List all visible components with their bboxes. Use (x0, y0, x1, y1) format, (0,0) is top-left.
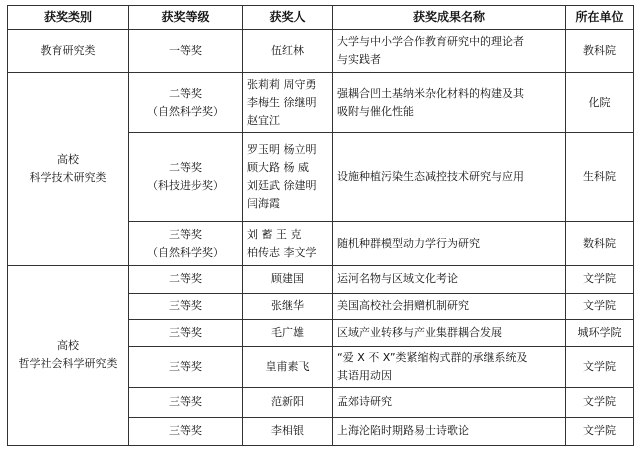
winner-name: 范新阳 (271, 395, 304, 409)
unit-cell (566, 346, 634, 387)
level-sublabel: （自然科学奖） (147, 245, 224, 259)
winner-names: 张莉莉 周守勇 (247, 77, 317, 91)
table-row (8, 265, 634, 293)
level-cell (129, 319, 243, 346)
winners-cell (243, 222, 333, 265)
achievement-cell (333, 73, 566, 133)
level-cell (129, 29, 243, 72)
level-cell (129, 265, 243, 293)
unit-cell (566, 319, 634, 346)
category-label: 科学技术研究类 (29, 171, 107, 185)
achievement-title-line: 强耦合凹土基纳米杂化材料的构建及其 (337, 86, 524, 100)
winner-names: 李梅生 徐继明 (247, 95, 317, 109)
level-cell (129, 222, 243, 265)
winner-name: 皇甫素飞 (265, 359, 310, 373)
winner-names: 顾大路 杨 威 (247, 161, 309, 175)
winner-names: 罗玉明 杨立明 (247, 143, 317, 157)
achievement-cell (333, 346, 566, 387)
winner-name: 李相银 (271, 424, 304, 438)
unit-label: 文学院 (583, 299, 616, 313)
winners-cell (243, 387, 333, 417)
achievement-title-line: 其语用动因 (337, 368, 392, 382)
unit-label: 文学院 (583, 395, 616, 409)
level-label: 一等奖 (169, 44, 202, 58)
achievement-cell (333, 417, 566, 445)
winner-names: 刘 蓄 王 克 (247, 227, 302, 241)
unit-cell (566, 29, 634, 72)
winner-names: 刘廷武 徐建明 (247, 179, 317, 193)
winners-cell (243, 319, 333, 346)
level-label: 三等奖 (169, 299, 202, 313)
level-cell (129, 293, 243, 319)
header-level: 获奖等级 (129, 6, 243, 30)
achievement-title-line: 大学与中小学合作教育研究中的理论者 (337, 35, 524, 49)
category-cell (8, 29, 129, 72)
winners-cell (243, 265, 333, 293)
awards-table (7, 5, 634, 446)
achievement-cell (333, 29, 566, 72)
header-winners: 获奖人 (243, 6, 333, 30)
unit-cell (566, 222, 634, 265)
table-header-row (8, 6, 634, 30)
category-label: 高校 (57, 153, 79, 167)
winners-cell (243, 73, 333, 133)
category-label: 教育研究类 (40, 44, 96, 58)
unit-cell (566, 417, 634, 445)
table-row (8, 29, 634, 72)
achievement-title-line: 区域产业转移与产业集群耦合发展 (337, 325, 502, 339)
unit-cell (566, 387, 634, 417)
achievement-title-line: 孟郊诗研究 (337, 395, 392, 409)
winners-cell (243, 293, 333, 319)
winners-cell (243, 417, 333, 445)
achievement-title-line: 运河名物与区域文化考论 (337, 272, 458, 286)
level-label: 二等奖 (169, 272, 202, 286)
category-label: 高校 (57, 339, 79, 353)
level-label: 三等奖 (169, 227, 202, 241)
unit-label: 城环学院 (577, 325, 622, 339)
achievement-cell (333, 133, 566, 222)
unit-cell (566, 73, 634, 133)
header-category: 获奖类别 (8, 6, 129, 30)
header-unit: 所在单位 (566, 6, 634, 30)
achievement-title-line: 美国高校社会捐赠机制研究 (337, 299, 469, 313)
achievement-title-line: 与实践者 (337, 53, 381, 67)
table-row (8, 73, 634, 133)
unit-cell (566, 265, 634, 293)
achievement-title-line: 上海沦陷时期路易士诗歌论 (337, 424, 469, 438)
level-label: 三等奖 (169, 395, 202, 409)
header-achievement: 获奖成果名称 (333, 6, 566, 30)
level-label: 二等奖 (169, 161, 202, 175)
achievement-title-line: 设施种植污染生态减控技术研究与应用 (337, 170, 524, 184)
level-label: 三等奖 (169, 359, 202, 373)
winners-cell (243, 29, 333, 72)
unit-label: 文学院 (583, 424, 616, 438)
achievement-cell (333, 319, 566, 346)
unit-cell (566, 293, 634, 319)
category-cell (8, 265, 129, 445)
winner-name: 伍红林 (271, 44, 304, 58)
winner-names: 赵宜江 (247, 113, 280, 127)
unit-label: 教科院 (583, 44, 616, 58)
unit-label: 生科院 (583, 170, 616, 184)
winner-names: 闫海霞 (247, 197, 280, 211)
category-label: 哲学社会科学研究类 (18, 357, 118, 371)
unit-label: 文学院 (583, 359, 616, 373)
winner-names: 柏传志 李文学 (247, 245, 317, 259)
level-sublabel: （科技进步奖） (147, 179, 224, 193)
unit-label: 数科院 (583, 236, 616, 250)
achievement-title-line: 随机种群模型动力学行为研究 (337, 236, 480, 250)
unit-label: 文学院 (583, 272, 616, 286)
level-label: 三等奖 (169, 424, 202, 438)
level-label: 三等奖 (169, 325, 202, 339)
level-cell (129, 346, 243, 387)
achievement-cell (333, 265, 566, 293)
achievement-cell (333, 293, 566, 319)
category-cell (8, 73, 129, 266)
achievement-cell (333, 387, 566, 417)
level-label: 二等奖 (169, 86, 202, 100)
level-cell (129, 133, 243, 222)
winners-cell (243, 133, 333, 222)
level-cell (129, 73, 243, 133)
unit-cell (566, 133, 634, 222)
winner-name: 毛广雄 (271, 325, 304, 339)
achievement-title-line: 吸附与催化性能 (337, 104, 414, 118)
winner-name: 顾建国 (271, 272, 304, 286)
level-sublabel: （自然科学奖） (147, 104, 224, 118)
winners-cell (243, 346, 333, 387)
achievement-title-line: “爱 X 不 X”类紧缩构式群的承继系统及 (337, 350, 528, 364)
level-cell (129, 417, 243, 445)
unit-label: 化院 (588, 95, 611, 109)
winner-name: 张继华 (271, 299, 304, 313)
level-cell (129, 387, 243, 417)
achievement-cell (333, 222, 566, 265)
